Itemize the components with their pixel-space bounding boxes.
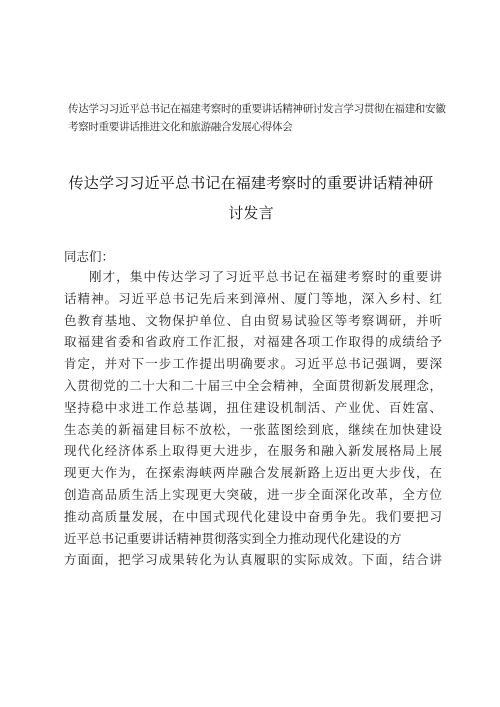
body-line: 现更大作为，在探索海峡两岸融合发展新路上迈出更大步伐，在 — [64, 465, 442, 481]
document-header — [68, 100, 446, 136]
body-line: 坚持稳中求进工作总基调，扭住建设机制活、产业优、百姓富、 — [64, 399, 442, 415]
body-line: 近平总书记重要讲话精神贯彻落实到全力推动现代化建设的方 — [64, 530, 402, 546]
document-title — [60, 168, 442, 228]
body-line: 创造高品质生活上实现更大突破，进一步全面深化改革，全方位 — [64, 486, 442, 502]
header-line-1: 传达学习习近平总书记在福建考察时的重要讲话精神研讨发言学习贯彻在福建和安徽 — [68, 103, 446, 115]
title-line-2: 讨发言 — [228, 204, 274, 222]
header-line-2: 考察时重要讲话推进文化和旅游融合发展心得体会 — [68, 121, 293, 133]
body-paragraph — [64, 266, 442, 571]
body-line: 现代化经济体系上取得更大进步，在服务和融入新发展格局上展 — [64, 443, 442, 459]
body-line: 入贯彻党的二十大和二十届三中全会精神，全面贯彻新发展理念， — [64, 377, 442, 393]
body-line: 推动高质量发展，在中国式现代化建设中奋勇争先。我们要把习 — [64, 508, 442, 524]
body-line: 取福建省委和省政府工作汇报，对福建各项工作取得的成绩给予 — [64, 334, 442, 350]
body-line: 肯定，并对下一步工作提出明确要求。习近平总书记强调，要深 — [64, 356, 442, 372]
body-line: 生态美的新福建目标不放松，一张蓝图绘到底，继续在加快建设 — [64, 421, 442, 437]
title-line-1: 传达学习习近平总书记在福建考察时的重要讲话精神研 — [68, 174, 434, 192]
body-line: 方面面，把学习成果转化为认真履职的实际成效。下面，结合讲 — [64, 552, 442, 568]
salutation: 同志们： — [64, 249, 115, 264]
body-line: 刚才，集中传达学习了习近平总书记在福建考察时的重要讲 — [89, 269, 442, 284]
body-line: 话精神。习近平总书记先后来到漳州、厦门等地，深入乡村、红 — [64, 290, 442, 306]
body-line: 色教育基地、文物保护单位、自由贸易试验区等考察调研，并听 — [64, 312, 442, 328]
